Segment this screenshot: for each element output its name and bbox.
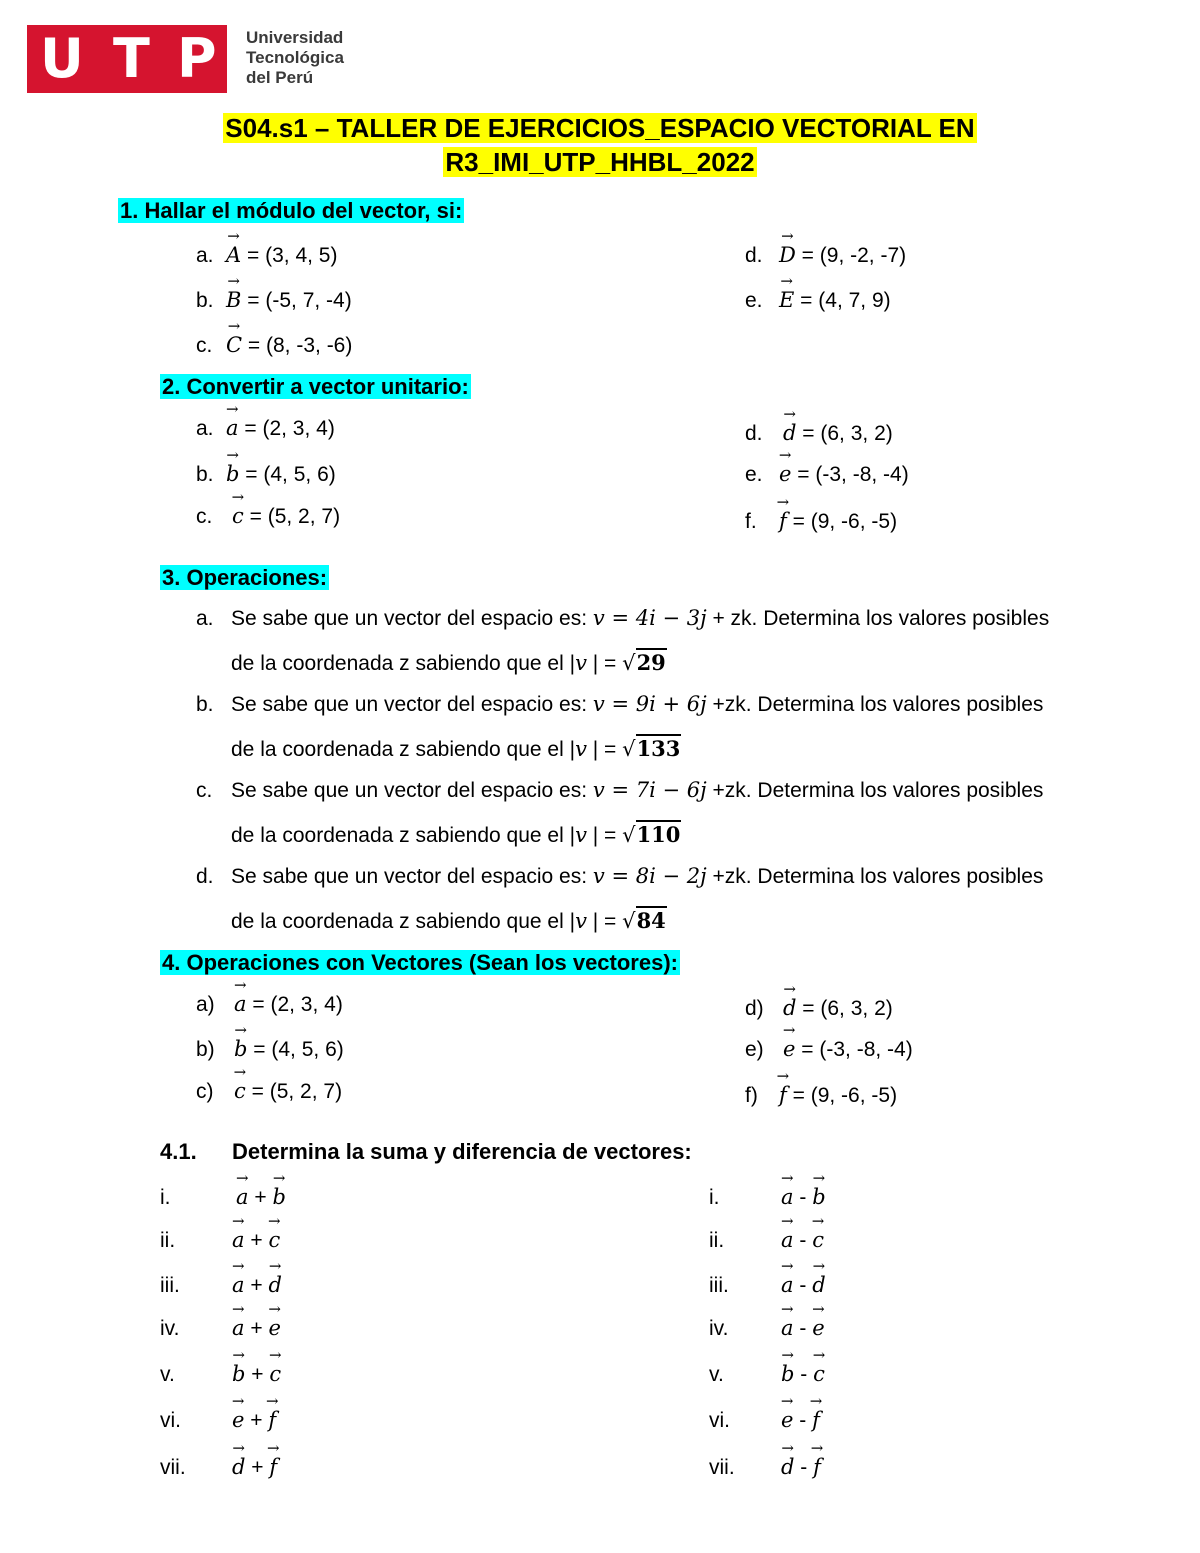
s4-item-a: a)→ a = (2, 3, 4) [196,991,343,1018]
vector-symbol: → e [779,461,791,487]
sqrt-icon: √ [622,823,636,847]
s2-item-a: a.→ a = (2, 3, 4) [196,415,335,442]
s3-item-d: d. Se sabe que un vector del espacio es: v = 8i − 2j +zk. Determina los valores posibles [196,864,1044,888]
sum-item: v.→ b + → c [160,1361,281,1388]
sqrt-icon: √ [622,737,636,761]
university-name: Universidad Tecnológica del Perú [246,28,344,87]
sum-item: vi.→ e + → f [160,1407,276,1434]
vector-symbol: → b [234,1036,247,1062]
section-2-heading: 2. Convertir a vector unitario: [162,374,469,399]
diff-item: i.→ a - → b [709,1184,826,1211]
section-4-1-heading: 4.1. Determina la suma y diferencia de vectores: [160,1139,692,1164]
sqrt-icon: √ [622,651,636,675]
diff-item: v.→ b - → c [709,1361,825,1388]
s4-item-e: e)→ e = (-3, -8, -4) [745,1036,913,1063]
vector-symbol: → C [226,332,242,358]
s1-item-e: e.→ E = (4, 7, 9) [745,287,891,314]
vector-symbol: → e [783,1036,795,1062]
vector-symbol: → f [779,508,787,534]
vector-symbol: → d [783,420,796,446]
section-4-heading: 4. Operaciones con Vectores (Sean los vectores): [162,950,678,975]
logo-letter-t: T [113,27,150,90]
s4-item-c: c)→ c = (5, 2, 7) [196,1078,342,1105]
diff-item: vi.→ e - → f [709,1407,820,1434]
s3-item-d-line2: de la coordenada z sabiendo que el |v | = √84 [231,908,666,933]
page-title: S04.s1 – TALLER DE EJERCICIOS_ESPACIO VECTORIAL EN [225,113,975,143]
s1-item-b: b.→ B = (-5, 7, -4) [196,287,352,314]
vector-symbol: → c [232,503,244,529]
vector-symbol: → d [783,995,796,1021]
sum-item: ii.→ a + → c [160,1227,280,1254]
sum-item: i.→ a + → b [160,1184,286,1211]
s1-item-a: a.→ A = (3, 4, 5) [196,242,337,269]
vector-symbol: → c [234,1078,246,1104]
diff-item: iii.→ a - → d [709,1272,826,1299]
s4-item-f: f)→ f = (9, -6, -5) [745,1082,897,1109]
s4-item-b: b)→ b = (4, 5, 6) [196,1036,344,1063]
s3-item-b-line2: de la coordenada z sabiendo que el |v | = √133 [231,736,681,761]
diff-item: iv.→ a - → e [709,1315,825,1342]
s1-item-c: c.→ C = (8, -3, -6) [196,332,352,359]
vector-symbol: → D [779,242,796,268]
section-3-heading: 3. Operaciones: [162,565,328,590]
s2-item-f: f.→ f = (9, -6, -5) [745,508,897,535]
sum-item: iv.→ a + → e [160,1315,281,1342]
s3-item-c: c. Se sabe que un vector del espacio es: v = 7i − 6j +zk. Determina los valores posibles [196,778,1044,802]
vector-symbol: → E [779,287,794,313]
sum-item: vii.→ d + → f [160,1454,277,1481]
s2-item-e: e.→ e = (-3, -8, -4) [745,461,909,488]
sqrt-icon: √ [622,909,636,933]
s3-item-a: a. Se sabe que un vector del espacio es: v = 4i − 3j + zk. Determina los valores posibles [196,606,1050,630]
vector-symbol: → B [226,287,241,313]
s3-item-a-line2: de la coordenada z sabiendo que el |v | = √29 [231,650,666,675]
logo-letter-p: P [177,27,217,90]
diff-item: vii.→ d - → f [709,1454,821,1481]
logo-letter-u: U [40,27,84,90]
section-1-heading: 1. Hallar el módulo del vector, si: [120,198,463,223]
s2-item-b: b.→ b = (4, 5, 6) [196,461,336,488]
diff-item: ii.→ a - → c [709,1227,824,1254]
vector-symbol: → A [226,242,241,268]
utp-logo [27,25,227,93]
vector-symbol: → b [226,461,239,487]
s4-item-d: d)→ d = (6, 3, 2) [745,995,893,1022]
vector-symbol: → f [779,1082,787,1108]
s2-item-d: d.→ d = (6, 3, 2) [745,420,893,447]
s3-item-b: b. Se sabe que un vector del espacio es: v = 9i + 6j +zk. Determina los valores posibles [196,692,1044,716]
sum-item: iii.→ a + → d [160,1272,282,1299]
s1-item-d: d.→ D = (9, -2, -7) [745,242,906,269]
page-title-line2: R3_IMI_UTP_HHBL_2022 [445,147,755,177]
s3-item-c-line2: de la coordenada z sabiendo que el |v | = √110 [231,822,681,847]
vector-symbol: → a [234,991,247,1017]
s2-item-c: c.→ c = (5, 2, 7) [196,503,340,530]
vector-symbol: → a [226,415,239,441]
